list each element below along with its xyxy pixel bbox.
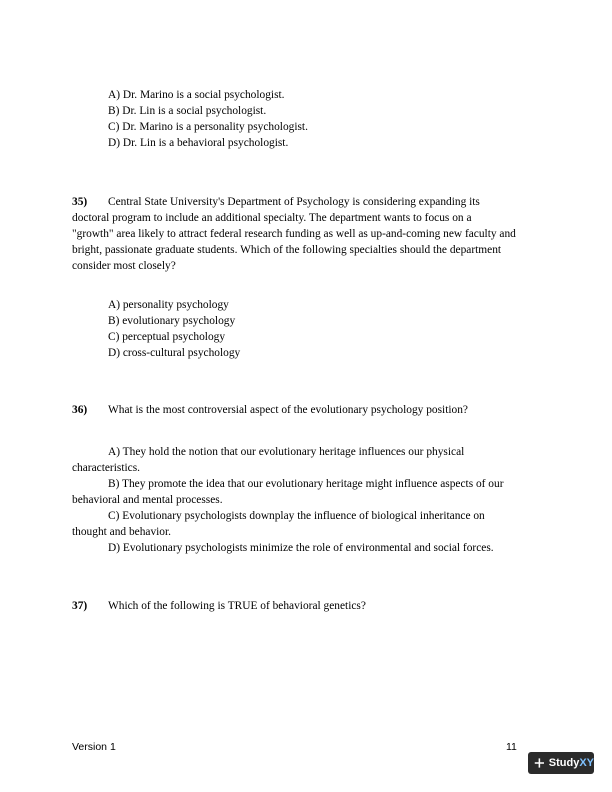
q36-option-c: C) Evolutionary psychologists downplay the influence of biological inheritance on: [108, 510, 485, 522]
footer-page-number: 11: [506, 741, 517, 753]
q36-option-a-cont: characteristics.: [72, 462, 140, 474]
q36-option-d: D) Evolutionary psychologists minimize the role of environmental and social forces.: [108, 542, 494, 554]
plus-icon: [534, 756, 545, 770]
q35-option-a: A) personality psychology: [108, 299, 229, 311]
q35-line-2: doctoral program to include an additional specialty. The department wants to focus on a: [72, 212, 472, 224]
q34-option-b: B) Dr. Lin is a social psychologist.: [108, 105, 267, 117]
q35-option-d: D) cross-cultural psychology: [108, 347, 241, 359]
q37-question: Which of the following is TRUE of behavioral genetics?: [108, 600, 366, 612]
q36-option-a: A) They hold the notion that our evolutionary heritage influences our physical: [108, 446, 465, 458]
q35-line-1: Central State University's Department of Psychology is considering expanding its: [108, 196, 480, 208]
q35-option-b: B) evolutionary psychology: [108, 315, 236, 327]
q35-line-5: consider most closely?: [72, 260, 176, 272]
q35-line-4: bright, passionate graduate students. Which of the following specialties should the department: [72, 244, 502, 256]
badge-brand-study: Study: [548, 757, 580, 769]
badge-brand-xy: XY: [579, 757, 594, 769]
q34-option-a: A) Dr. Marino is a social psychologist.: [108, 89, 285, 101]
studyxy-badge[interactable]: [528, 752, 594, 774]
q36-question: What is the most controversial aspect of the evolutionary psychology position?: [108, 404, 468, 416]
q36-number: 36): [72, 404, 88, 416]
footer-version: Version 1: [72, 741, 116, 753]
q35-number: 35): [72, 196, 88, 208]
q36-option-b-cont: behavioral and mental processes.: [72, 494, 223, 506]
q34-option-d: D) Dr. Lin is a behavioral psychologist.: [108, 137, 289, 149]
q35-line-3: "growth" area likely to attract federal research funding as well as up-and-coming new faculty and: [72, 228, 516, 240]
q37-number: 37): [72, 600, 88, 612]
q36-option-c-cont: thought and behavior.: [72, 526, 172, 538]
q35-option-c: C) perceptual psychology: [108, 331, 226, 343]
q34-option-c: C) Dr. Marino is a personality psychologist.: [108, 121, 308, 133]
q36-option-b: B) They promote the idea that our evolutionary heritage might influence aspects of our: [108, 478, 504, 490]
